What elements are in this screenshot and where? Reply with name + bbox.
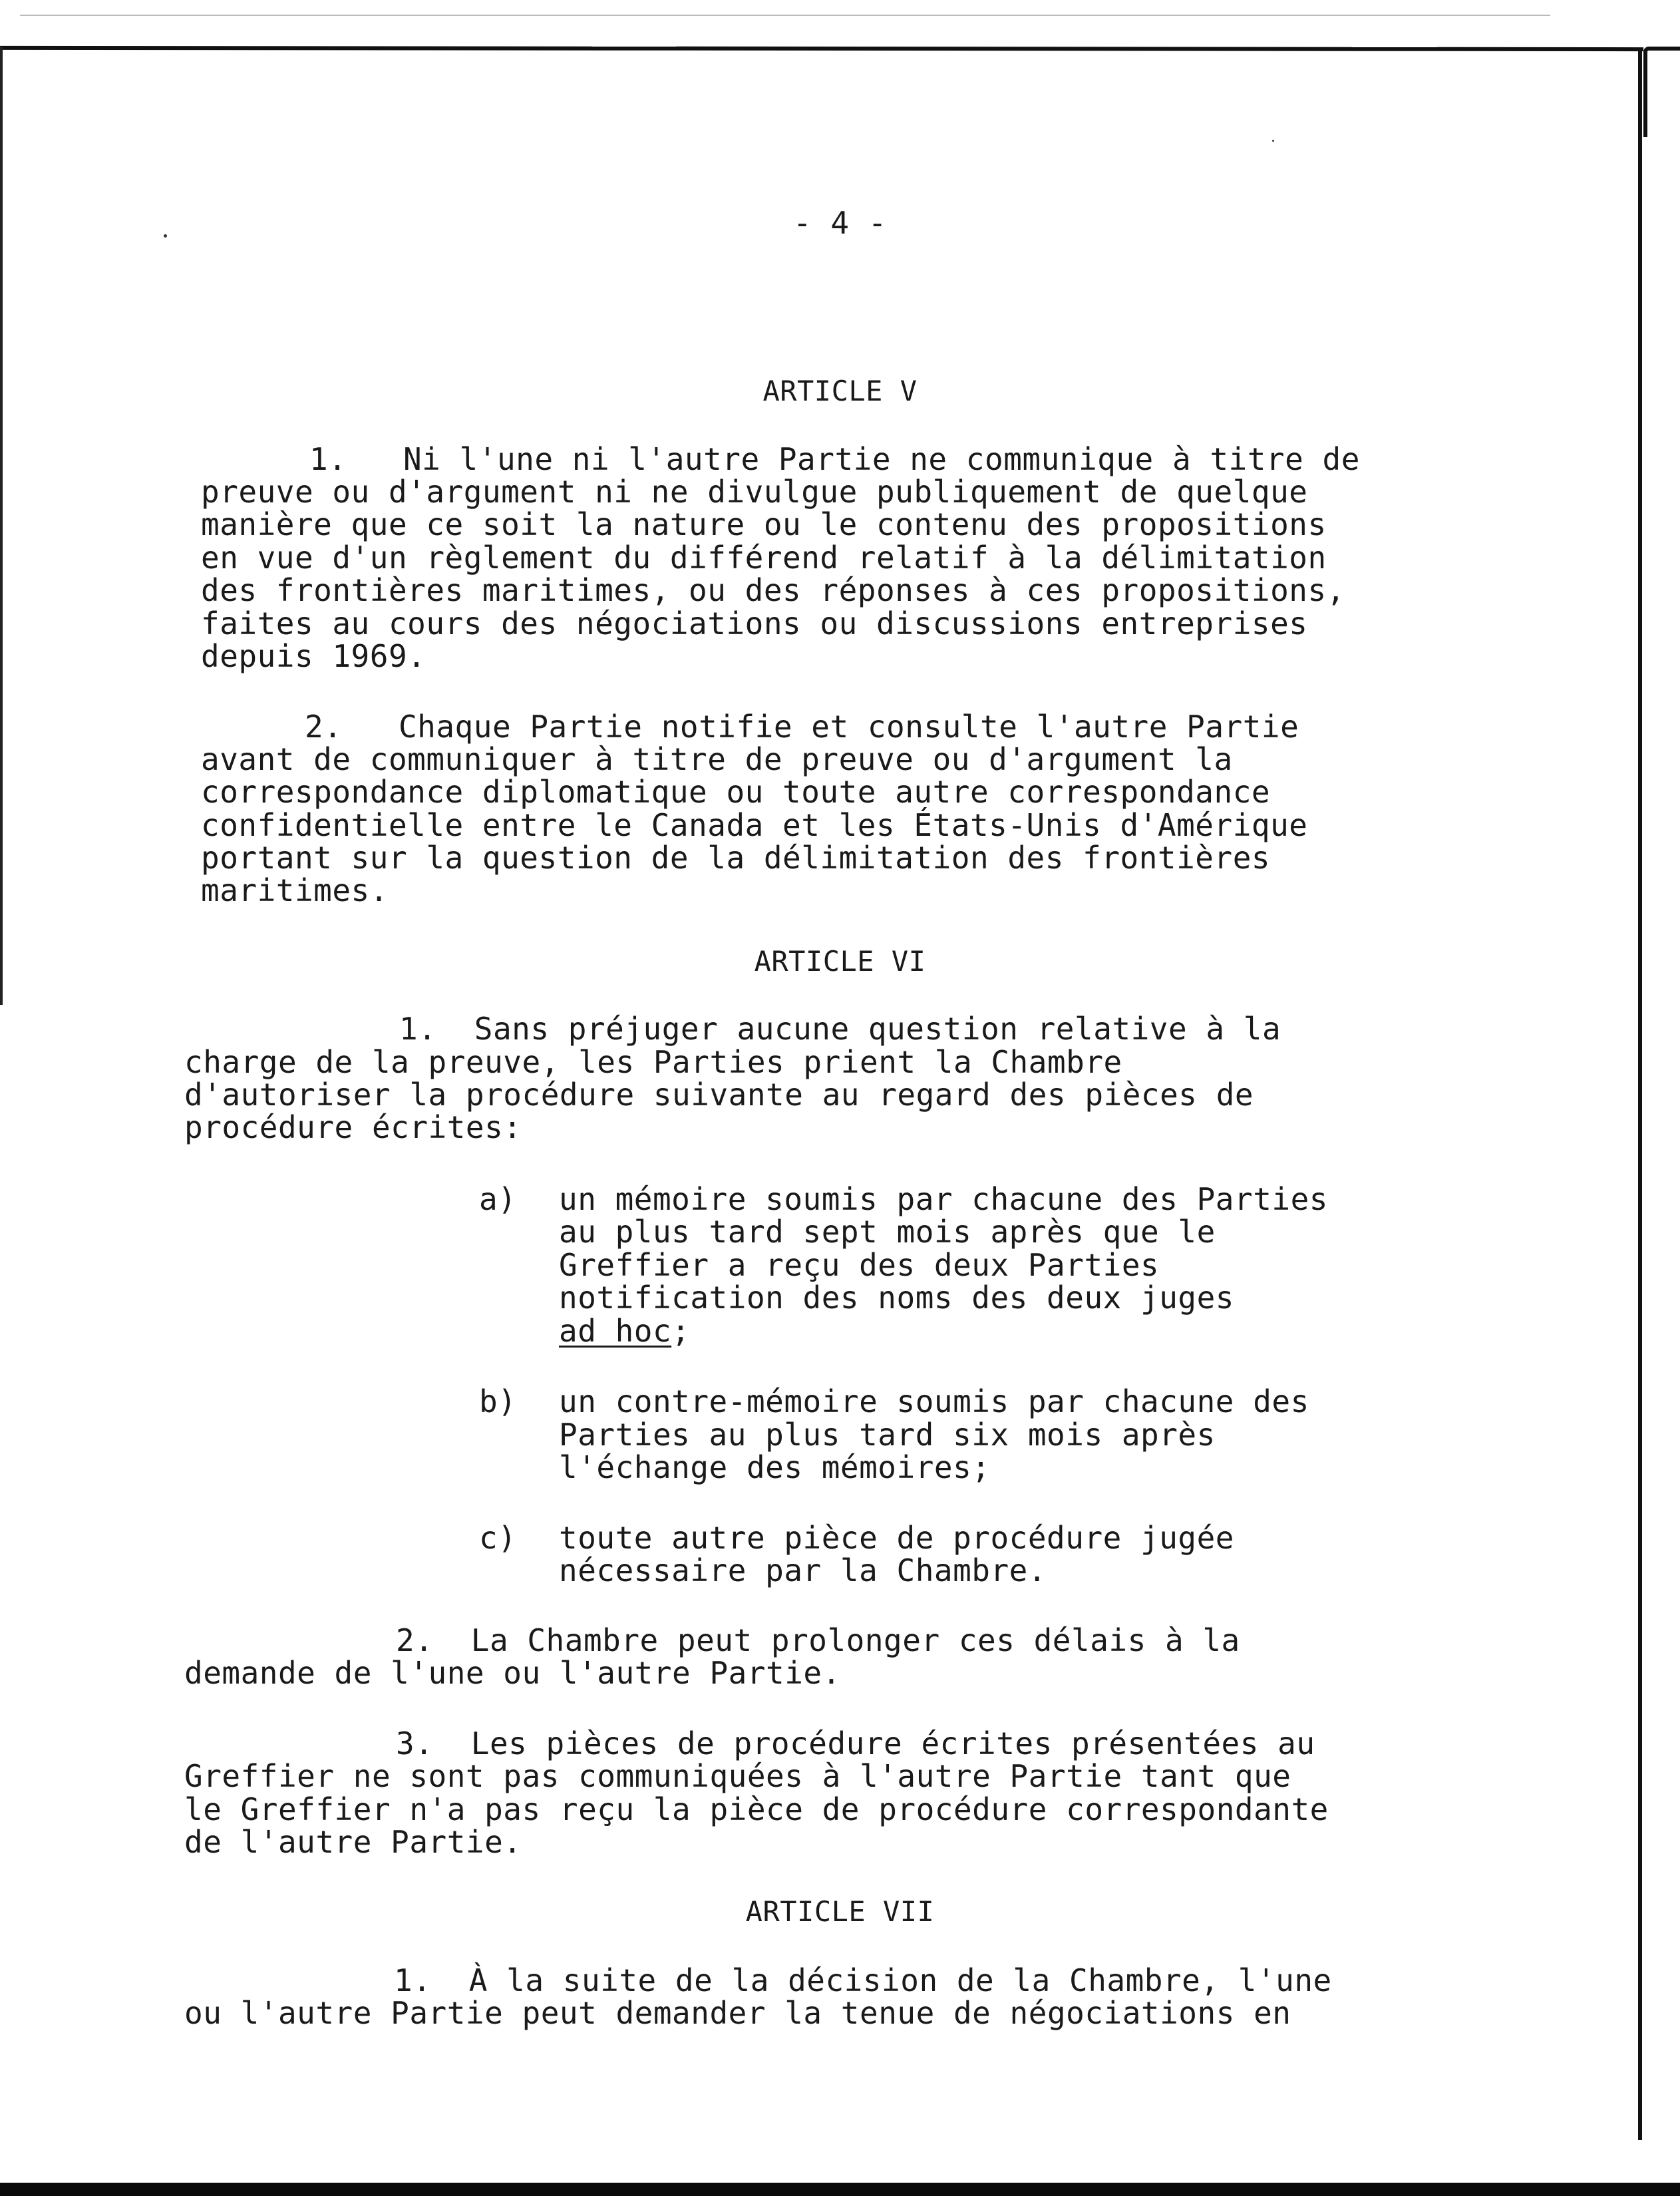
article-v-p1-line: preuve ou d'argument ni ne divulgue publiquement de quelque — [201, 474, 1308, 510]
article-vi-p1-line: charge de la preuve, les Parties prient la Chambre — [184, 1044, 1122, 1080]
list-item-label: c) — [479, 1520, 517, 1556]
article-vi-p1-line: procédure écrites: — [184, 1109, 522, 1145]
list-item-line: Parties au plus tard six mois après — [559, 1417, 1216, 1453]
article-v-p2-line: portant sur la question de la délimitation des frontières — [201, 840, 1271, 876]
scan-corner — [1643, 47, 1680, 137]
underlined-latin-term: ad hoc — [559, 1313, 672, 1349]
list-item-line: un mémoire soumis par chacune des Parties — [559, 1181, 1328, 1217]
article-vi-heading: ARTICLE VI — [754, 945, 926, 978]
article-v-p1-line: des frontières maritimes, ou des réponses à ces propositions, — [201, 572, 1345, 608]
list-item-line: au plus tard sept mois après que le — [559, 1214, 1216, 1250]
article-vi-p3-line: Greffier ne sont pas communiquées à l'autre Partie tant que — [184, 1758, 1291, 1794]
article-v-p2-line: correspondance diplomatique ou toute autre correspondance — [201, 774, 1271, 810]
scan-edge-top — [0, 46, 1643, 51]
list-item-last-line — [559, 1314, 690, 1348]
article-v-p1-line: 1. Ni l'une ni l'autre Partie ne communique à titre de — [309, 441, 1360, 477]
scan-edge-left — [0, 47, 3, 1005]
article-vi-p1-line: 1. Sans préjuger aucune question relative à la — [399, 1011, 1281, 1047]
article-v-p1-line: manière que ce soit la nature ou le contenu des propositions — [201, 506, 1327, 542]
article-vi-p3-line: de l'autre Partie. — [184, 1824, 522, 1860]
scan-speck — [1272, 140, 1274, 142]
article-vii-p1-line: 1. À la suite de la décision de la Chambre, l'une — [394, 1962, 1332, 1998]
article-v-p2-line: 2. Chaque Partie notifie et consulte l'autre Partie — [305, 709, 1299, 745]
article-v-p1-line: en vue d'un règlement du différend relatif à la délimitation — [201, 540, 1327, 576]
page-number: - 4 - — [793, 205, 887, 241]
article-v-p2-line: maritimes. — [201, 872, 389, 908]
article-v-heading: ARTICLE V — [762, 375, 918, 407]
list-item-line: notification des noms des deux juges — [559, 1280, 1234, 1316]
article-vi-p1-line: d'autoriser la procédure suivante au regard des pièces de — [184, 1077, 1254, 1113]
article-v-p1-line: faites au cours des négociations ou discussions entreprises — [201, 606, 1308, 641]
article-v-p2-line: confidentielle entre le Canada et les États-Unis d'Amérique — [201, 807, 1308, 843]
article-vii-heading: ARTICLE VII — [745, 1895, 935, 1928]
list-item-line: nécessaire par la Chambre. — [559, 1553, 1047, 1588]
list-item-punctuation: ; — [671, 1313, 691, 1349]
article-vi-p3-line: le Greffier n'a pas reçu la pièce de procédure correspondante — [184, 1791, 1329, 1827]
list-item-line: un contre-mémoire soumis par chacune des — [559, 1383, 1309, 1419]
list-item-label: a) — [479, 1181, 517, 1217]
list-item-line: toute autre pièce de procédure jugée — [559, 1520, 1234, 1556]
scan-edge-right — [1638, 51, 1642, 2140]
article-v-p1-line: depuis 1969. — [201, 638, 426, 674]
article-vi-p2-line: 2. La Chambre peut prolonger ces délais à la — [396, 1622, 1240, 1658]
list-item-label: b) — [479, 1383, 517, 1419]
article-vi-p3-line: 3. Les pièces de procédure écrites présentées au — [396, 1726, 1315, 1761]
article-v-p2-line: avant de communiquer à titre de preuve ou d'argument la — [201, 741, 1233, 777]
scan-edge-bottom — [0, 2183, 1680, 2196]
article-vii-p1-line: ou l'autre Partie peut demander la tenue de négociations en — [184, 1995, 1291, 2031]
list-item-line: Greffier a reçu des deux Parties — [559, 1247, 1160, 1283]
list-item-line: l'échange des mémoires; — [559, 1449, 991, 1485]
article-vi-p2-line: demande de l'une ou l'autre Partie. — [184, 1655, 841, 1691]
scan-edge-faint — [20, 15, 1550, 16]
